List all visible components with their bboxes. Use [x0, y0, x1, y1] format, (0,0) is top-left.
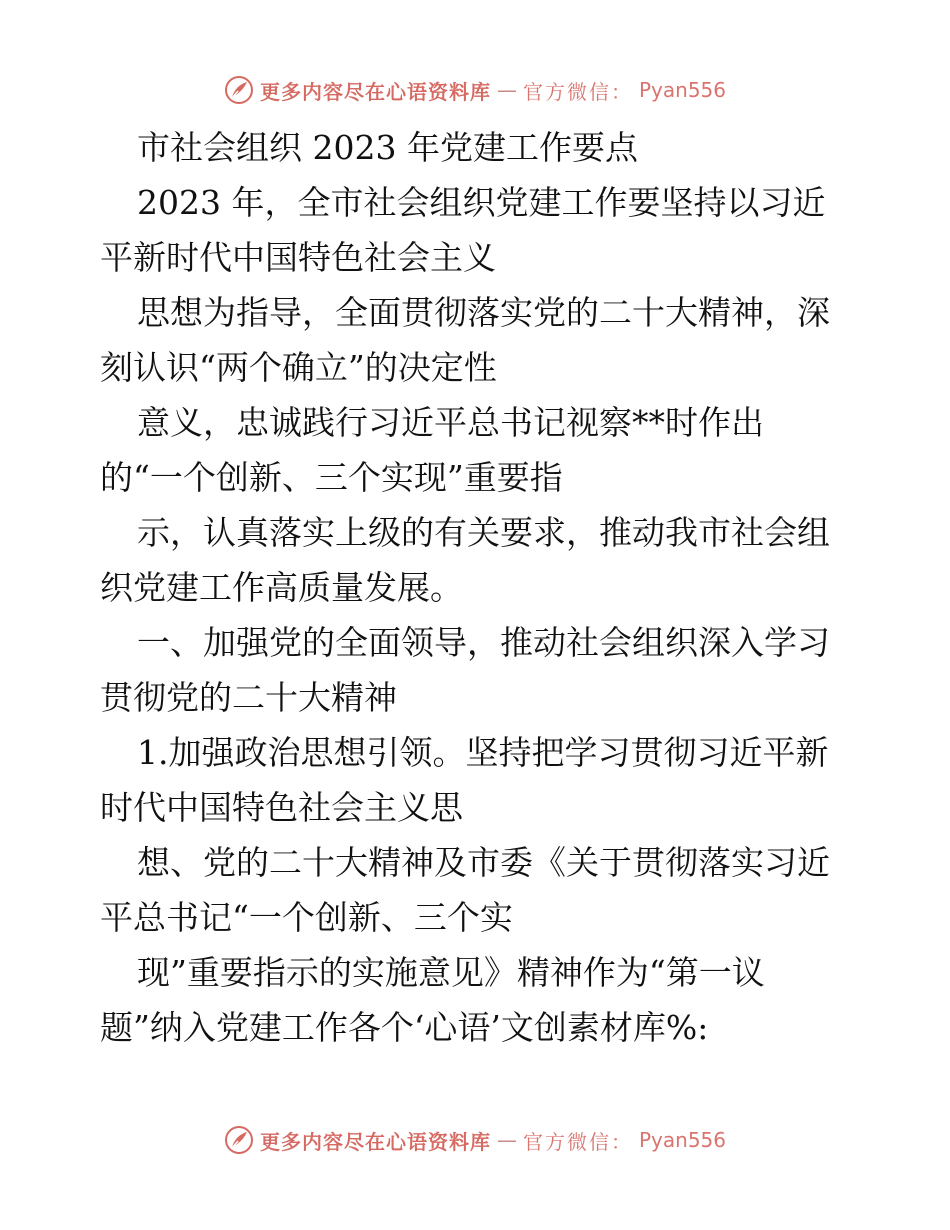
watermark-main-text: 更多内容尽在心语资料库	[259, 79, 491, 104]
paragraph-line: 1.加强政治思想引领。坚持把学习贯彻习近平新	[137, 733, 829, 772]
feather-logo-icon	[224, 75, 254, 105]
paragraph-line: 意义，忠诚践行习近平总书记视察**时作出	[137, 403, 764, 442]
watermark-wechat-label: 官方微信：	[522, 79, 633, 104]
paragraph-line: 思想为指导，全面贯彻落实党的二十大精神，深	[137, 293, 830, 332]
paragraph-line: 想、党的二十大精神及市委《关于贯彻落实习近	[137, 843, 830, 882]
watermark-wechat-label: 官方微信：	[522, 1129, 633, 1154]
watermark-main-text: 更多内容尽在心语资料库	[259, 1129, 491, 1154]
watermark-header	[0, 70, 950, 110]
paragraph-line: 的“一个创新、三个实现”重要指	[100, 458, 563, 497]
watermark-wechat-id: Pyan556	[638, 1128, 726, 1152]
paragraph-line: 示，认真落实上级的有关要求，推动我市社会组	[137, 513, 830, 552]
paragraph-line: 织党建工作高质量发展。	[100, 568, 463, 607]
section-heading: 贯彻党的二十大精神	[100, 678, 397, 717]
watermark-dash: —	[496, 1128, 517, 1152]
paragraph-line: 刻认识“两个确立”的决定性	[100, 348, 497, 387]
paragraph-line: 题”纳入党建工作各个‘心语’文创素材库%:	[100, 1008, 709, 1047]
paragraph-line: 平新时代中国特色社会主义	[100, 238, 496, 277]
section-heading: 一、加强党的全面领导，推动社会组织深入学习	[137, 623, 830, 662]
document-body	[100, 120, 860, 1055]
paragraph-line: 现”重要指示的实施意见》精神作为“第一议	[137, 953, 765, 992]
paragraph-line: 时代中国特色社会主义思	[100, 788, 463, 827]
watermark-wechat-id: Pyan556	[638, 78, 726, 102]
paragraph-line: 2023 年，全市社会组织党建工作要坚持以习近	[137, 183, 826, 222]
feather-logo-icon	[224, 1125, 254, 1155]
watermark-dash: —	[496, 78, 517, 102]
watermark-footer	[0, 1120, 950, 1160]
document-title: 市社会组织 2023 年党建工作要点	[137, 128, 638, 167]
paragraph-line: 平总书记“一个创新、三个实	[100, 898, 513, 937]
